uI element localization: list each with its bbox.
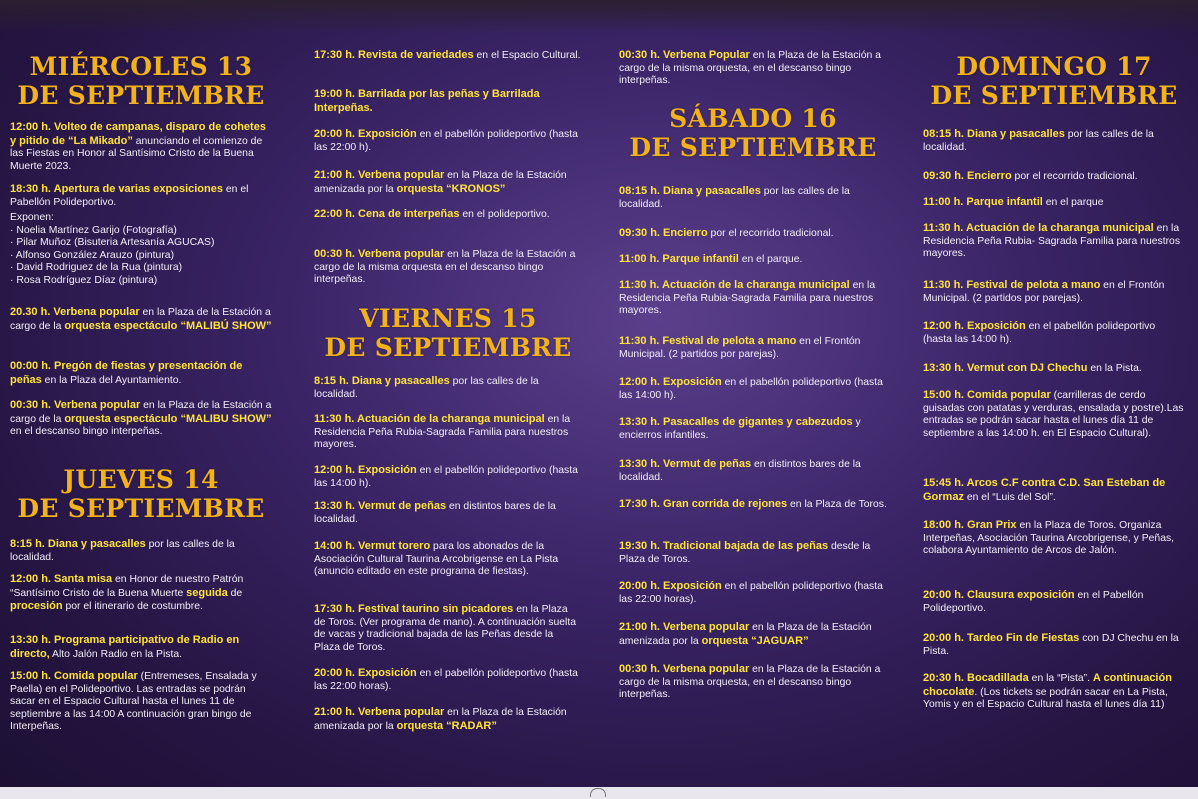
event-item [10,121,272,173]
event-title: Diana y pasacalles [351,375,450,387]
event-item [10,183,272,209]
event-title: Arcos C.F contra C.D. San Esteban de Gormaz [923,477,1166,503]
event-text: en el pabellón polideportivo (hasta las 22:00 h). [314,129,578,153]
event-text: por las calles de la localidad. [314,376,539,400]
event-title: Verbena popular [358,248,445,260]
day-heading-miercoles [10,52,272,110]
event-title: Verbena popular [358,169,445,181]
event-time: 12:00 h. [923,320,968,332]
event-text: por el recorrido tradicional. [1011,171,1138,182]
event-title: Revista de variedades [358,49,474,61]
event-title-extra: orquesta “RADAR” [396,719,497,732]
event-text: en el parque. [738,254,803,265]
event-item [619,335,887,361]
event-text: en la Plaza de la Estación amenizada por la [619,622,872,647]
event-time: 8:15 h. [10,538,48,550]
event-title-extra: orquesta “KRONOS” [396,182,506,195]
day-title-line2: DE SEPTIEMBRE [629,133,877,162]
event-item [619,458,887,484]
event-text: en el pabellón polideportivo (hasta las 14:00 h). [619,377,883,401]
event-time: 20:30 h. [923,672,968,684]
event-title: Exposición [967,320,1026,332]
event-item [314,49,582,63]
event-item [314,500,582,526]
event-item [314,128,582,154]
event-item [314,248,582,287]
event-item [314,413,582,452]
event-time: 00:30 h. [10,399,55,411]
event-item [619,279,887,318]
event-time: 17:30 h. [314,603,359,615]
event-title-extra: A continuación chocolate [923,672,1172,698]
event-title: Vermut de peñas [358,500,447,512]
event-time: 11:30 h. [314,413,358,425]
event-title: Vermut torero [358,540,431,552]
day-heading-sabado [619,104,887,162]
event-text: en el Pabellón Polideportivo. [10,184,249,208]
event-text-extra: . (Los tickets se podrán sacar en La Pista, Yomis y en el Espacio Cultural hasta el lunes día 11) [923,686,1168,711]
event-title: Gran corrida de rejones [663,498,788,510]
event-text: en la Residencia Peña Rubia- Sagrada Familia para nuestros mayores. [923,223,1181,260]
day-title-line2: DE SEPTIEMBRE [17,81,265,110]
event-item [619,376,887,402]
event-time: 14:00 h. [314,540,359,552]
event-time: 13:30 h. [314,500,359,512]
event-title: Festival de pelota a mano [966,279,1101,291]
event-text: en el parque [1042,197,1104,208]
event-text: por las calles de la localidad. [923,129,1154,153]
event-title-extra: orquesta “JAGUAR” [701,634,809,647]
event-text-extra: por el itinerario de costumbre. [62,601,203,613]
event-title: Festival taurino sin picadores [358,603,514,615]
event-title: Verbena popular [53,306,140,318]
event-time: 11:30 h. [923,222,967,234]
event-item [619,580,887,606]
event-item [923,170,1185,184]
event-item [619,621,887,648]
event-title: Actuación de la charanga municipal [357,413,545,425]
event-time: 13:30 h. [10,634,55,646]
event-text: en el Frontón Municipal. (2 partidos por parejas). [923,280,1165,304]
event-item [10,670,272,734]
event-text: en la Pista. [1087,363,1142,374]
event-time: 20:00 h. [314,128,359,140]
event-text: en distintos bares de la localidad. [619,459,861,483]
event-item [923,279,1185,305]
day-heading-domingo [923,52,1185,110]
event-item [619,540,887,566]
event-time: 19:30 h. [619,540,664,552]
event-text: en la Residencia Peña Rubia-Sagrada Familia para nuestros mayores. [619,280,876,317]
event-title: Comida popular [54,670,138,682]
event-time: 20:00 h. [923,589,968,601]
event-time: 11:30 h. [923,279,967,291]
event-time: 11:00 h. [619,253,663,265]
event-item [10,538,272,564]
event-title: Tradicional bajada de las peñas [663,540,829,552]
event-text: en el pabellón polideportivo (hasta las 14:00 h). [923,321,1156,345]
event-title: Santa misa [54,573,113,585]
event-title: Parque infantil [966,196,1043,208]
event-title: Apertura de varias exposiciones [53,183,223,195]
top-photo-band [0,0,1198,34]
event-title: Bocadillada [967,672,1029,684]
exhibitors-label: Exponen: [10,212,54,223]
event-title: Programa participativo de Radio en directo, [10,634,240,660]
event-title-extra: procesión [10,600,63,613]
event-time: 15:00 h. [10,670,55,682]
event-title: Diana y pasacalles [663,185,761,197]
event-item [10,399,272,439]
event-title: Barrilada por las peñas y Barrilada Interpeñas. [314,88,540,114]
event-title: Verbena Popular [663,49,750,61]
event-title: Exposición [663,376,722,388]
exhibitor-item: · Noelia Martínez Garijo (Fotografía) [10,224,177,236]
event-time: 00:30 h. [619,663,664,675]
event-item [923,519,1185,558]
event-item [10,212,272,288]
event-item [314,169,582,196]
event-time: 20:00 h. [314,667,359,679]
event-time: 18:30 h. [10,183,54,195]
event-text: para los abonados de la Asociación Cultural Taurina Arcobrigense en La Pista (anuncio editado en este programa de fiestas). [314,541,559,578]
event-title: Cena de interpeñas [358,208,460,220]
event-title-extra: seguida [186,586,228,599]
event-item [619,49,887,88]
event-time: 20:00 h. [619,580,664,592]
event-title: Exposición [358,128,417,140]
event-title: Diana y pasacalles [967,128,1065,140]
event-title: Festival de pelota a mano [662,335,797,347]
event-item [10,573,272,614]
event-item [923,128,1185,154]
exhibitor-item: · Rosa Rodríguez Díaz (pintura) [10,274,158,286]
event-time: 00:30 h. [619,49,664,61]
event-item [923,672,1185,712]
event-item [923,389,1185,440]
event-text: en la “Pista”. [1028,673,1093,684]
event-time: 13:30 h. [619,416,664,428]
event-time: 21:00 h. [619,621,664,633]
exhibitor-item: · Alfonso González Arauzo (pintura) [10,249,175,261]
event-text: desde la Plaza de Toros. [619,541,871,565]
day-title-line2: DE SEPTIEMBRE [930,81,1178,110]
event-title: Encierro [967,170,1012,182]
event-text-extra: en el descanso bingo interpeñas. [10,426,163,438]
event-text: con DJ Chechu en la Pista. [923,633,1179,657]
event-time: 15:00 h. [923,389,968,401]
event-item [314,464,582,490]
event-time: 08:15 h. [619,185,664,197]
event-title: Volteo de campanas, disparo de cohetes y pitido de “La Mikado” [10,121,266,147]
event-item [10,306,272,333]
event-text: en la Plaza de la Estación a cargo de la misma orquesta en el descanso bingo interpeñas. [314,249,576,286]
event-item [923,196,1185,210]
event-text: en la Plaza de Toros. Organiza Interpeñas, Asociación Taurina Arcobrigense, y Peñas, colabora Ayuntamiento de Arcos de Jalón. [923,520,1175,557]
event-text: por las calles de la localidad. [619,186,850,210]
event-text: en la Plaza de la Estación a cargo de la [10,400,272,425]
event-item [10,634,272,661]
day-title-line1: VIERNES 15 [359,304,537,333]
event-time: 12:00 h. [10,573,55,585]
day-title-line2: DE SEPTIEMBRE [324,333,572,362]
event-item [10,360,272,387]
event-text: en el pabellón polideportivo (hasta las 22:00 horas). [619,581,883,605]
event-item [314,603,582,654]
event-item [314,706,582,733]
event-time: 22:00 h. [314,208,359,220]
event-title: Actuación de la charanga municipal [966,222,1154,234]
event-time: 8:15 h. [314,375,352,387]
event-text: en el pabellón polideportivo (hasta las 22:00 horas). [314,668,578,692]
event-title: Vermut con DJ Chechu [967,362,1088,374]
day-title-line2: DE SEPTIEMBRE [17,494,265,523]
event-text: en el Pabellón Polideportivo. [923,590,1144,614]
event-text: en Honor de nuestro Patrón “Santísimo Cristo de la Buena Muerte [10,574,244,599]
day-title-line1: DOMINGO 17 [956,52,1152,81]
event-text: anunciando el comienzo de las Fiestas en Honor al Santísimo Cristo de la Buena Muerte 2023. [10,135,263,172]
event-title: Pregón de fiestas y presentación de peñas [10,360,243,386]
event-title: Exposición [358,667,417,679]
event-item [314,375,582,401]
exhibitor-item: · David Rodriguez de la Rua (pintura) [10,262,183,274]
event-item [923,222,1185,261]
event-title: Tardeo Fin de Fiestas [967,632,1080,644]
event-title: Comida popular [967,389,1051,401]
event-title-extra: orquesta espectáculo “MALIBU SHOW” [64,412,272,425]
event-time: 21:00 h. [314,169,359,181]
event-time: 13:30 h. [619,458,664,470]
day-title-line1: JUEVES 14 [63,465,219,494]
exhibitor-item: · Pilar Muñoz (Bisuteria Artesanía AGUCAS) [10,237,215,249]
event-text: en el Frontón Municipal. (2 partidos por parejas). [619,336,861,360]
event-time: 17:30 h. [619,498,664,510]
logo-icon [590,788,606,797]
event-item [314,667,582,693]
event-text: en distintos bares de la localidad. [314,501,556,525]
event-text: en la Plaza de la Estación amenizada por la [314,707,567,732]
event-title: Clausura exposición [967,589,1075,601]
event-title: Vermut de peñas [663,458,752,470]
event-time: 18:00 h. [923,519,968,531]
event-time: 11:00 h. [923,196,967,208]
event-title: Encierro [663,227,708,239]
event-title: Verbena popular [54,399,141,411]
event-time: 12:00 h. [314,464,359,476]
event-title: Exposición [358,464,417,476]
event-item [619,227,887,241]
event-text: en la Plaza de la Estación a cargo de la [10,307,271,332]
event-item [619,663,887,702]
event-text: en la Plaza de la Estación amenizada por la [314,170,567,195]
event-item [619,185,887,211]
event-text: en la Plaza de Toros. [787,499,887,510]
event-item [619,253,887,267]
event-time: 20:00 h. [923,632,968,644]
event-title: Actuación de la charanga municipal [662,279,850,291]
event-item [923,589,1185,615]
event-item [619,498,887,512]
event-text: (Entremeses, Ensalada y Paella) en el Polideportivo. Las entradas se podrán sacar en el Espacio Cultural hasta el lunes 11 de septiembre a las 14:00 A continuación gran bingo de Interpeñas. [10,671,257,733]
event-title: Pasacalles de gigantes y cabezudos [663,416,853,428]
event-time: 12:00 h. [619,376,664,388]
event-text: en la Plaza de la Estación a cargo de la misma orquesta, en el descanso bingo interpeñas. [619,50,881,87]
event-item [314,208,582,222]
event-title: Exposición [663,580,722,592]
event-title: Verbena popular [663,621,750,633]
event-item [619,416,887,442]
day-heading-jueves [10,465,272,523]
event-time: 09:30 h. [923,170,968,182]
event-item [314,88,582,115]
event-text: en la Plaza de Toros. (Ver programa de mano). A continuación suelta de vacas y tradicional bajada de las Peñas desde la Plaza de Toros. [314,604,577,653]
event-time: 00:00 h. [10,360,55,372]
event-item [923,477,1185,504]
event-title: Gran Prix [967,519,1017,531]
event-text: en la Residencia Peña Rubia-Sagrada Familia para nuestros mayores. [314,414,571,451]
event-time: 11:30 h. [619,335,663,347]
day-title-line1: MIÉRCOLES 13 [29,52,253,81]
event-title: Verbena popular [358,706,445,718]
event-text: por el recorrido tradicional. [707,228,834,239]
day-heading-viernes [314,304,582,362]
event-text: en la Plaza de la Estación a cargo de la misma orquesta, en el descanso bingo interpeñas. [619,664,881,701]
event-time: 12:00 h. [10,121,55,133]
event-text: en el pabellón polideportivo (hasta las 14:00 h). [314,465,578,489]
event-text: en el polideportivo. [459,209,550,220]
event-title-extra: orquesta espectáculo “MALIBÚ SHOW” [64,319,272,332]
event-time: 13:30 h. [923,362,968,374]
event-time: 21:00 h. [314,706,359,718]
event-item [923,320,1185,346]
event-title: Verbena popular [663,663,750,675]
day-title-line1: SÁBADO 16 [669,104,837,133]
event-time: 15:45 h. [923,477,967,489]
event-text: y encierros infantiles. [619,417,861,441]
event-text: en la Plaza del Ayuntamiento. [41,374,182,386]
event-time: 09:30 h. [619,227,664,239]
event-time: 17:30 h. [314,49,359,61]
event-item [314,540,582,579]
event-text: en el “Luis del Sol”. [963,491,1056,503]
event-text: (carrilleras de cerdo guisadas con patatas y verduras, ensalada y postre).Las entradas se podrán sacar hasta el lunes día 11 de septiembre a las 14:00 h. en El Espacio Cultural). [923,390,1184,439]
event-text: por las calles de la localidad. [10,539,235,563]
event-text-extra: de [227,587,243,599]
event-time: 19:00 h. [314,88,359,100]
event-text: en el Espacio Cultural. [473,50,581,61]
event-text: Alto Jalón Radio en la Pista. [49,648,183,660]
event-title: Diana y pasacalles [47,538,146,550]
event-time: 08:15 h. [923,128,968,140]
event-time: 11:30 h. [619,279,663,291]
event-time: 00:30 h. [314,248,359,260]
event-title: Parque infantil [662,253,739,265]
event-item [923,362,1185,376]
event-time: 20.30 h. [10,306,54,318]
event-item [923,632,1185,658]
